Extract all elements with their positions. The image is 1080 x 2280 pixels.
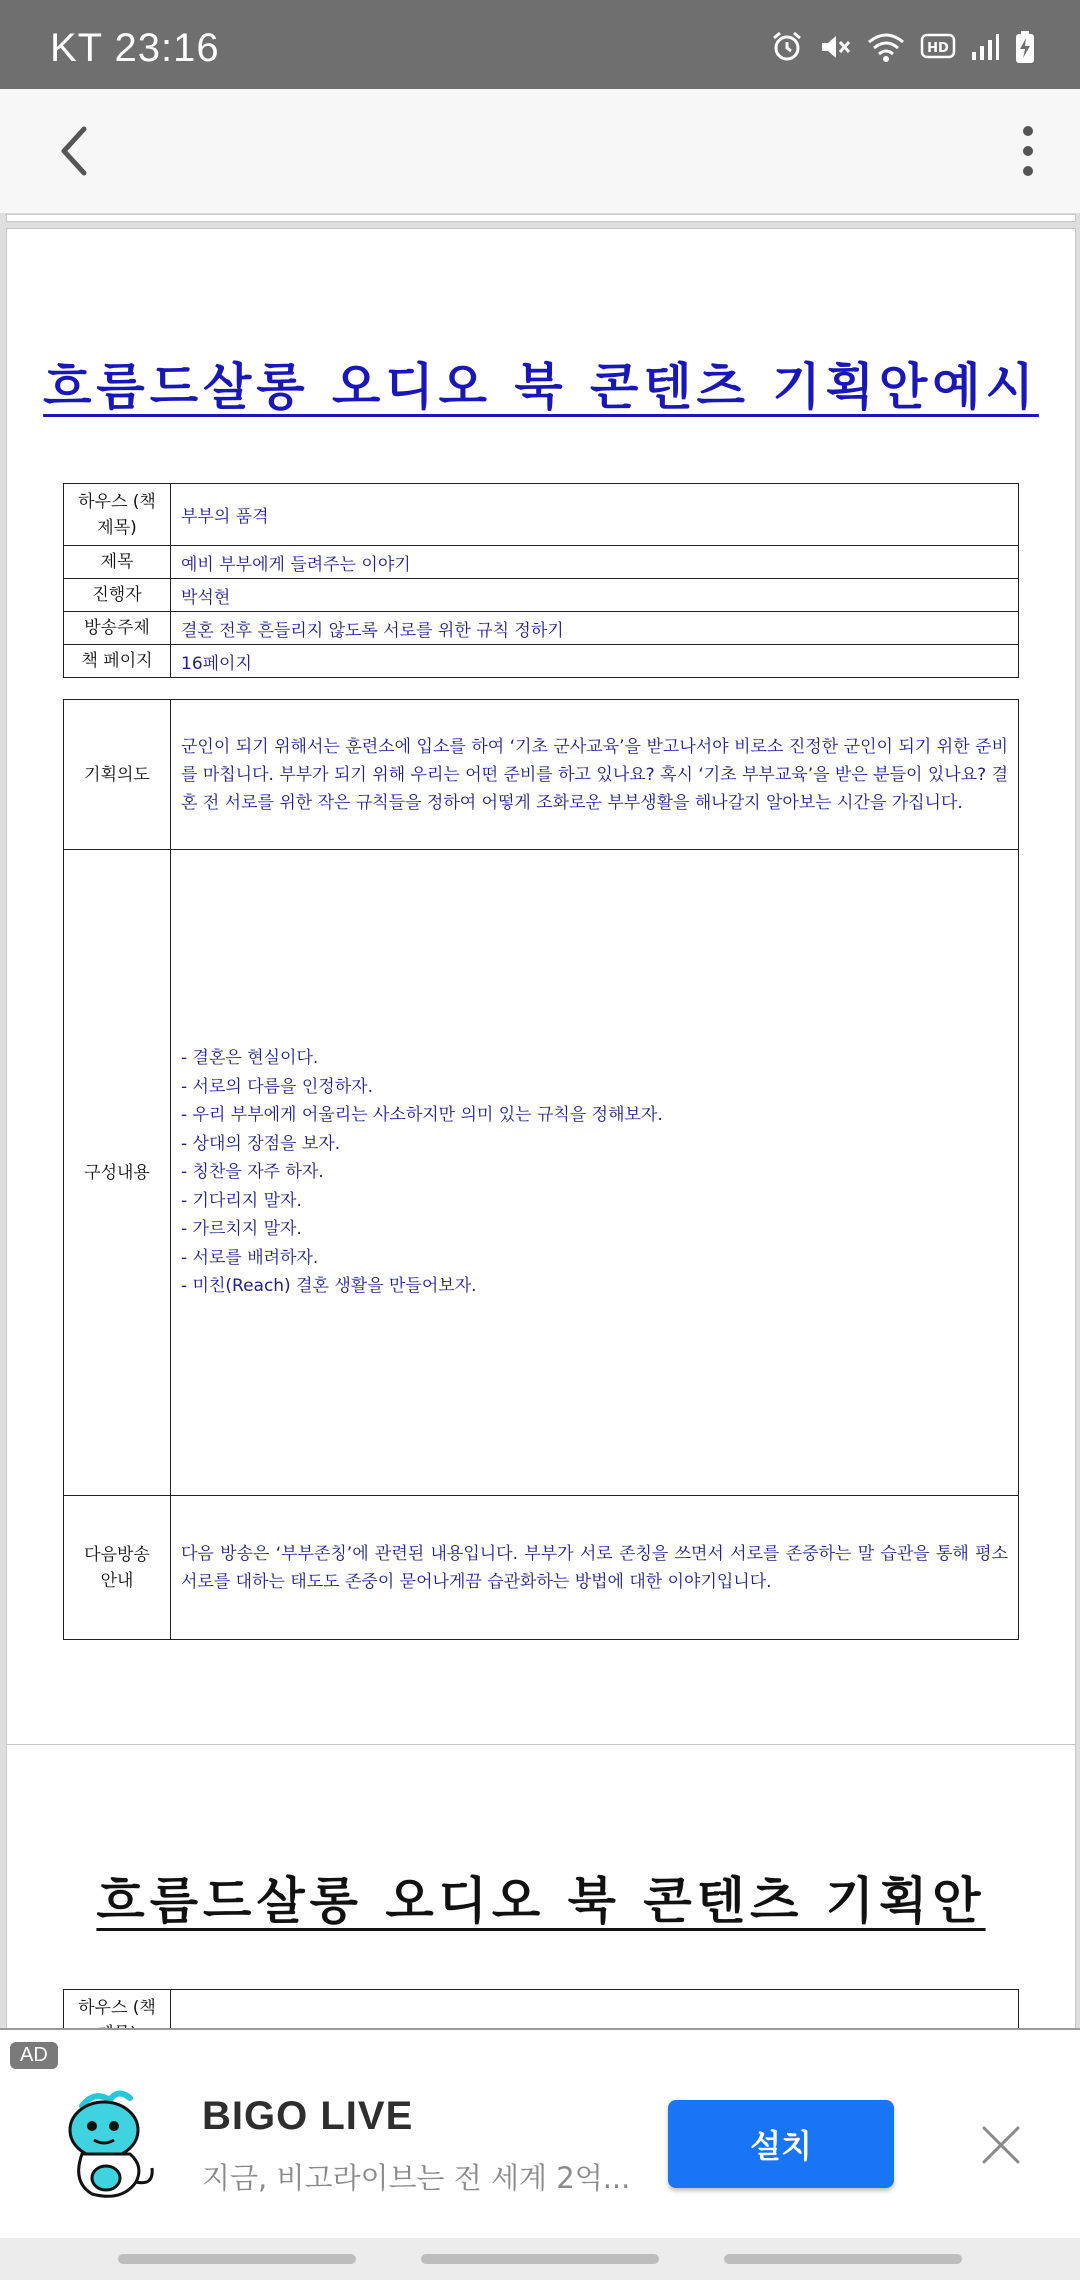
next-broadcast-label: 다음방송 안내 [64,1496,171,1640]
info-table [63,483,1019,678]
ad-description: 지금, 비고라이브는 전 세계 2억... [202,2161,631,2195]
app-bar [0,89,1080,214]
next-broadcast-text: 다음 방송은 ‘부부존칭’에 관련된 내용입니다. 부부가 서로 존칭을 쓰면서 서로를 존중하는 말 습관을 통해 평소 서로를 대하는 태도도 존중이 묻어나게끔 습관화하는 방법에 대한 이야기입니다. [181,1543,1008,1592]
row-label: 방송주제 [64,612,171,645]
install-button[interactable]: 설치 [668,2100,894,2188]
status-time: KT 23:16 [50,26,220,70]
content-list [181,1044,1008,1301]
list-item: - 상대의 장점을 보자. [181,1133,341,1154]
mute-icon [818,30,852,64]
next-broadcast-cell [171,1496,1019,1640]
row-value: 16페이지 [171,645,1019,678]
table-row [64,612,1019,645]
row-value: 예비 부부에게 들려주는 이야기 [171,546,1019,579]
row-label: 하우스 (책제목) [64,484,171,546]
row-value: 부부의 품격 [171,484,1019,546]
table-row [64,579,1019,612]
list-item: - 우리 부부에게 어울리는 사소하지만 의미 있는 규칙을 정해보자. [181,1105,663,1126]
list-item: - 가르치지 말자. [181,1219,302,1240]
back-icon[interactable] [44,119,108,183]
navigation-bar [0,2238,1080,2280]
document-viewer[interactable] [0,214,1080,2028]
previous-page-edge [6,214,1076,222]
row-label: 제목 [64,546,171,579]
list-item: - 결혼은 현실이다. [181,1048,319,1069]
list-item: - 서로의 다름을 인정하자. [181,1076,373,1097]
document-title: 흐름드살롱 오디오 북 콘텐츠 기획안 [96,1872,986,1930]
list-item: - 서로를 배려하자. [181,1247,319,1268]
table-row [64,1496,1019,1640]
table-row [64,850,1019,1496]
nav-pill-right[interactable] [724,2254,962,2264]
row-value: 박석현 [171,579,1019,612]
intent-text: 군인이 되기 위해서는 훈련소에 입소를 하여 ‘기초 군사교육’을 받고나서야 비로소 진정한 군인이 되기 위한 준비를 마칩니다. 부부가 되기 위해 우리는 어떤 준비를 하고 있나요? 혹시 ‘기초 부부교육’을 받은 분들이 있나요? 결혼 전 서로를 위한 작은 규칙들을 정하여 어떻게 조화로운 부부생활을 해나갈지 알아보는 시간을 가집니다. [181,736,1008,813]
document-page [6,228,1076,1754]
content-label: 구성내용 [64,850,171,1496]
status-bar [0,0,1080,89]
row-label: 하우스 (책 [64,1990,171,2052]
battery-charging-icon [1014,30,1036,64]
bigo-live-logo-icon [52,2086,162,2204]
table-row [64,484,1019,546]
close-icon[interactable] [978,2122,1024,2168]
list-item: - 미친(Reach) 결혼 생활을 만들어보자. [181,1276,477,1297]
table-row [64,645,1019,678]
row-label: 진행자 [64,579,171,612]
table-row [64,546,1019,579]
list-item: - 기다리지 말자. [181,1190,302,1211]
nav-pill-center[interactable] [421,2254,659,2264]
svg-text:HD: HD [927,41,949,56]
nav-pill-left[interactable] [118,2254,356,2264]
status-icons [770,30,1036,64]
row-label: 책 페이지 [64,645,171,678]
list-item: - 칭찬을 자주 하자. [181,1162,324,1183]
hd-icon [920,32,956,62]
ad-app-name: BIGO LIVE [202,2094,414,2138]
row-value: 결혼 전후 흔들리지 않도록 서로를 위한 규칙 정하기 [171,612,1019,645]
ad-banner[interactable] [0,2028,1080,2240]
more-vert-icon[interactable] [996,119,1060,183]
intent-label: 기획의도 [64,700,171,850]
signal-icon [970,32,1000,62]
plan-table [63,699,1019,1640]
wifi-icon [866,30,906,64]
table-row [64,700,1019,850]
intent-cell [171,700,1019,850]
document-title: 흐름드살롱 오디오 북 콘텐츠 기획안예시 [43,358,1039,416]
content-cell [171,850,1019,1496]
ad-badge: AD [10,2042,58,2069]
alarm-icon [770,30,804,64]
